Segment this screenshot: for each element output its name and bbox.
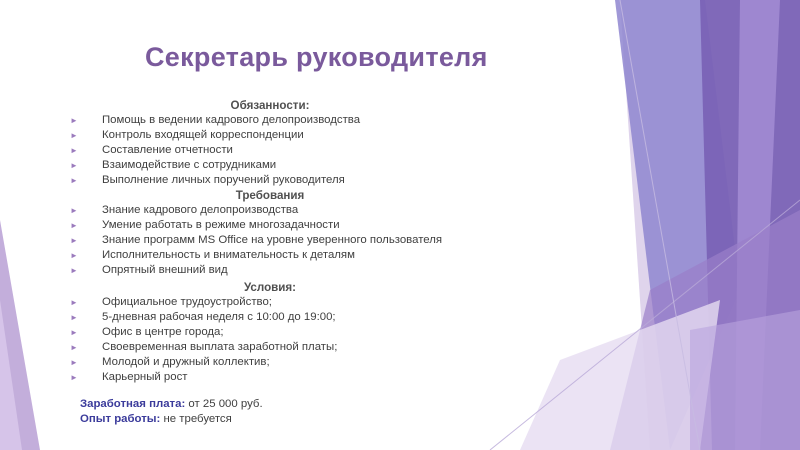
salary-value: от 25 000 руб. — [188, 398, 263, 410]
experience-value: не требуется — [163, 412, 232, 425]
list-item: ► Знание программ MS Office на уровне уверенного пользователя — [70, 234, 443, 246]
bullet-arrow-icon: ► — [70, 116, 78, 125]
list-item: ► 5-дневная рабочая неделя с 10:00 до 19:00; — [70, 311, 336, 323]
bullet-arrow-icon: ► — [70, 298, 78, 307]
list-item: ► Выполнение личных поручений руководителя — [70, 174, 345, 186]
bullet-arrow-icon: ► — [70, 161, 78, 170]
list-item: ► Взаимодействие с сотрудниками — [70, 159, 277, 171]
section-heading-conditions: Условия: — [243, 281, 297, 294]
list-item: ► Составление отчетности — [70, 144, 233, 156]
bullet-arrow-icon: ► — [70, 373, 78, 382]
bullet-arrow-icon: ► — [70, 236, 78, 245]
bullet-arrow-icon: ► — [70, 251, 78, 260]
bullet-arrow-icon: ► — [70, 313, 78, 322]
section-heading-duties: Обязанности: — [230, 99, 310, 112]
bullet-arrow-icon: ► — [70, 176, 78, 185]
salary-line — [80, 397, 590, 412]
duties-list — [70, 113, 590, 188]
list-item: ► Молодой и дружный коллектив; — [70, 356, 270, 368]
bullet-arrow-icon: ► — [70, 206, 78, 215]
bullet-arrow-icon: ► — [70, 221, 78, 230]
bullet-arrow-icon: ► — [70, 358, 78, 367]
list-item: ► Контроль входящей корреспонденции — [70, 129, 304, 141]
list-item: ► Карьерный рост — [70, 371, 188, 383]
list-item: ► Помощь в ведении кадрового делопроизводства — [70, 114, 361, 126]
footer-info — [70, 397, 590, 426]
bullet-arrow-icon: ► — [70, 146, 78, 155]
bullet-arrow-icon: ► — [70, 343, 78, 352]
section-heading-requirements: Требования — [235, 189, 305, 202]
experience-label: Опыт работы: — [80, 412, 161, 425]
lower-facet-soft — [690, 310, 800, 450]
list-item: ► Офис в центре города; — [70, 326, 224, 338]
list-item: ► Умение работать в режиме многозадачности — [70, 219, 340, 231]
bullet-arrow-icon: ► — [70, 328, 78, 337]
slide-content — [70, 98, 590, 426]
list-item: ► Исполнительность и внимательность к деталям — [70, 249, 355, 261]
experience-line — [80, 412, 590, 427]
requirements-list — [70, 203, 590, 278]
list-item: ► Знание кадрового делопроизводства — [70, 204, 299, 216]
bullet-arrow-icon: ► — [70, 131, 78, 140]
salary-label: Заработная плата: — [80, 398, 186, 410]
list-item: ► Официальное трудоустройство; — [70, 296, 272, 308]
bullet-arrow-icon: ► — [70, 266, 78, 275]
list-item: ► Своевременная выплата заработной платы; — [70, 341, 338, 353]
list-item: ► Опрятный внешний вид — [70, 264, 228, 276]
page-title: Секретарь руководителя — [145, 42, 488, 72]
conditions-list — [70, 295, 590, 385]
